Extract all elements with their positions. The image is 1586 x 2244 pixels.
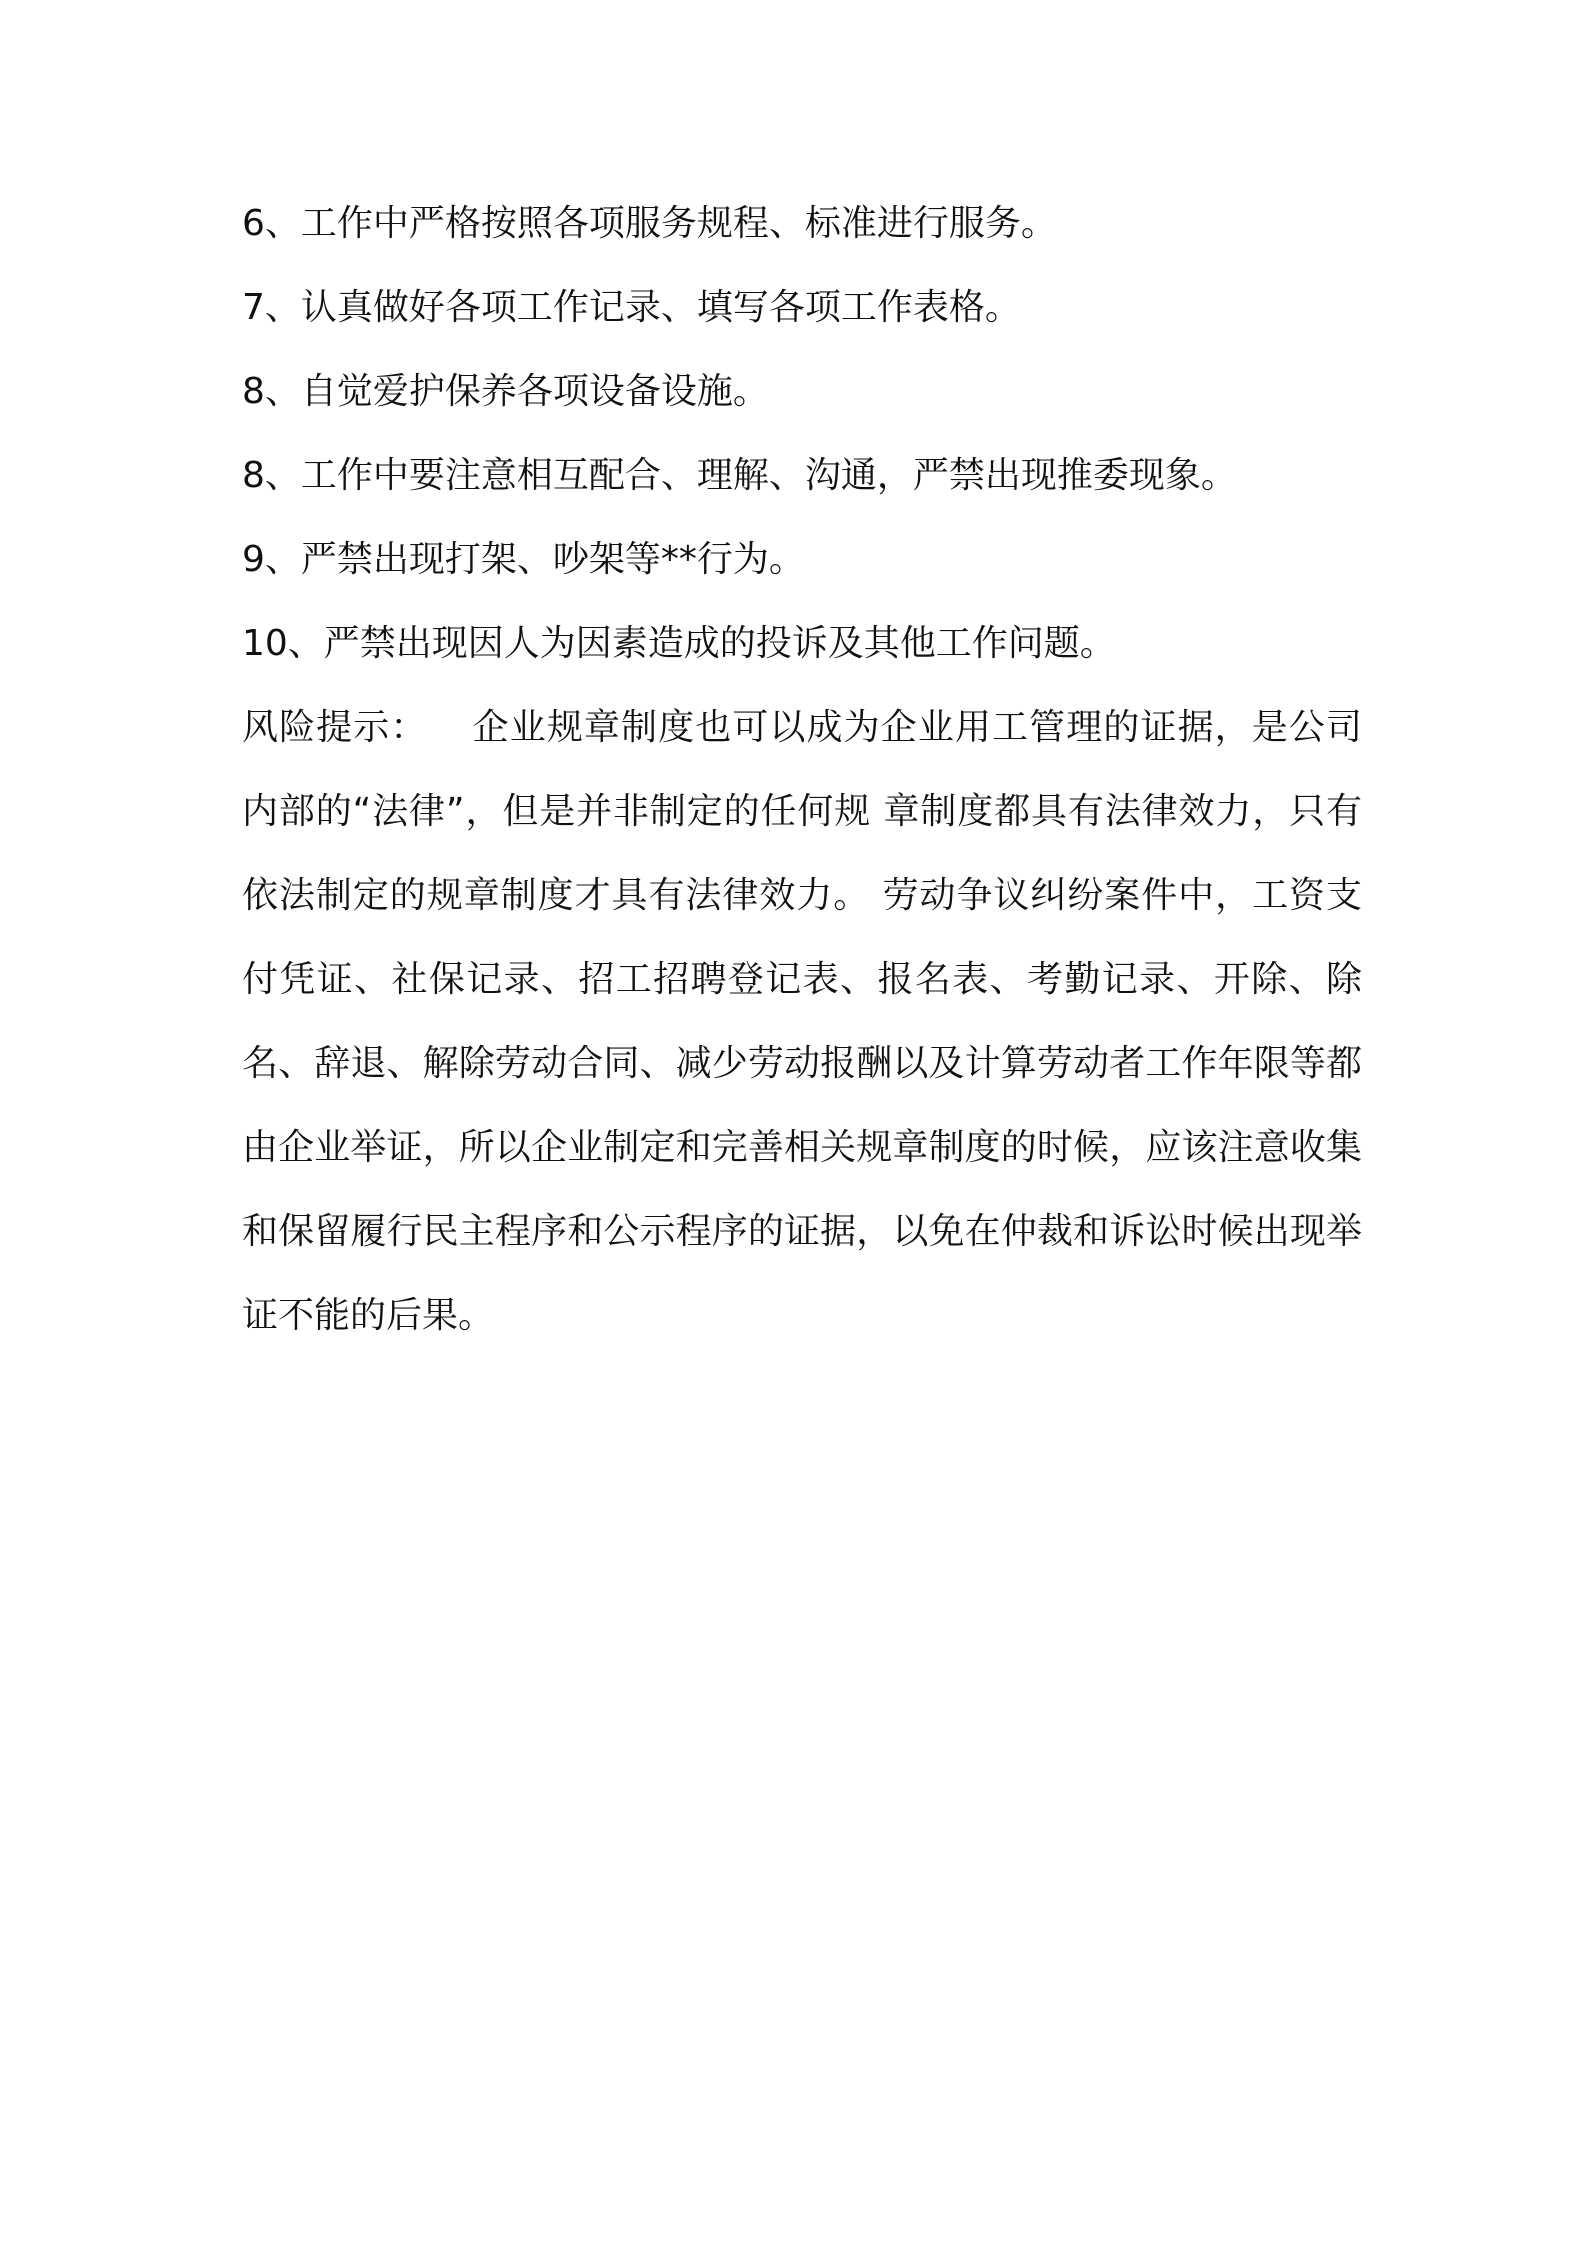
risk-paragraph — [242, 686, 1362, 1358]
rule-item-8b: 8、工作中要注意相互配合、理解、沟通，严禁出现推委现象。 — [242, 455, 1237, 496]
rule-item-9: 9、严禁出现打架、吵架等**行为。 — [242, 539, 805, 580]
rule-item-10: 10、严禁出现因人为因素造成的投诉及其他工作问题。 — [242, 623, 1116, 664]
risk-text: 企业规章制度也可以成为企业用工管理的证据，是公司内部的“法律”，但是并非制定的任何规 章制度都具有法律效力，只有依法制定的规章制度才具有法律效力。 劳动争议纠纷案件中，工资支付凭证、社保记录、招工招聘登记表、报名表、考勤记录、开除、除名、辞退、解除劳动合同、减少劳动报酬以及计算劳动者工作年限等都由企业举证，所以企业制定和完善相关规章制度的时候，应该注意收集和保留履行民主程序和公示程序的证据，以免在仲裁和诉讼时候出现举证不能的后果。 — [242, 707, 1362, 1336]
rule-item-7: 7、认真做好各项工作记录、填写各项工作表格。 — [242, 287, 1021, 328]
rule-item-6: 6、工作中严格按照各项服务规程、标准进行服务。 — [242, 203, 1057, 244]
rule-item-8a: 8、自觉爱护保养各项设备设施。 — [242, 371, 769, 412]
document-body — [242, 200, 1362, 1358]
risk-label: 风险提示： — [242, 707, 428, 748]
